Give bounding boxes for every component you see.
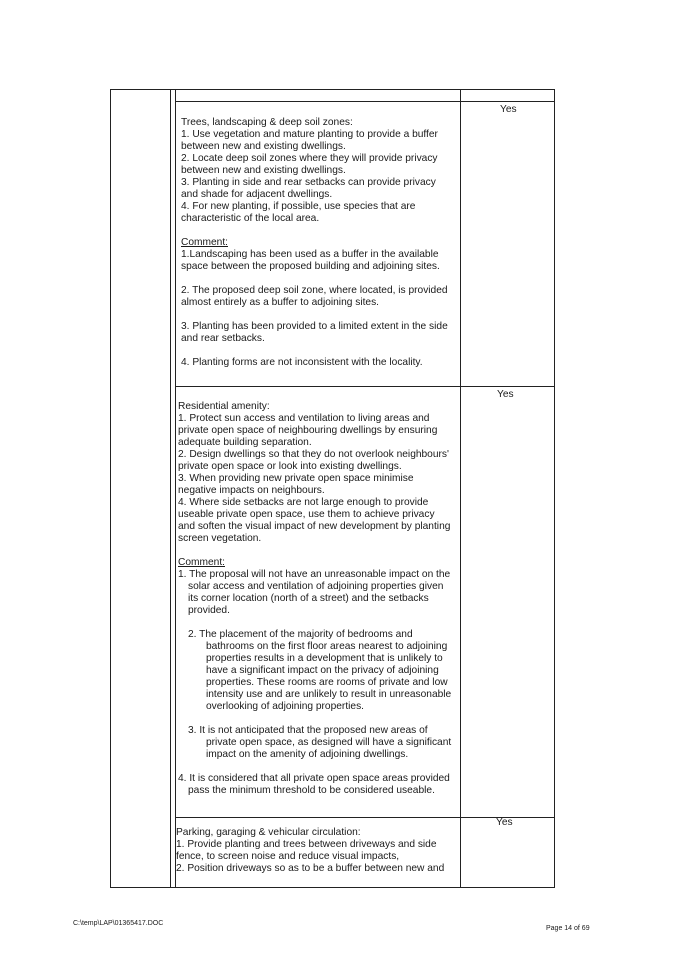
footer-file-path: C:\temp\LAP\01365417.DOC xyxy=(73,920,164,927)
control-item: 3. Planting in side and rear setbacks can provide privacy and shade for adjacent dwellings. xyxy=(181,177,436,200)
status-yes-2: Yes xyxy=(497,389,514,400)
comment-item: 3. Planting has been provided to a limited extent in the side and rear setbacks. xyxy=(181,321,448,344)
comment-item: 4. It is considered that all private open space areas provided pass the minimum threshold to be considered useable. xyxy=(178,773,450,796)
footer-page-number: Page 14 of 69 xyxy=(546,925,590,932)
section-heading: Parking, garaging & vehicular circulation: xyxy=(176,827,361,838)
control-item: 1. Provide planting and trees between driveways and side fence, to screen noise and reduce visual impacts, xyxy=(176,839,437,862)
comment-item: 4. Planting forms are not inconsistent with the locality. xyxy=(181,357,423,368)
control-item: 2. Position driveways so as to be a buffer between new and xyxy=(176,863,445,874)
column-divider-status xyxy=(460,89,461,888)
control-item: 2. Locate deep soil zones where they will provide privacy between new and existing dwellings. xyxy=(181,153,438,176)
row-divider-1 xyxy=(175,386,555,387)
status-yes-3: Yes xyxy=(496,817,513,828)
column-divider-inner xyxy=(175,89,176,888)
section-heading: Trees, landscaping & deep soil zones: xyxy=(181,117,353,128)
column-divider-left xyxy=(170,89,171,888)
control-item: 2. Design dwellings so that they do not overlook neighbours' private open space or look into existing dwellings. xyxy=(178,449,449,472)
status-yes-1: Yes xyxy=(500,104,517,115)
row-divider-top xyxy=(175,101,555,102)
control-item: 3. When providing new private open space minimise negative impacts on neighbours. xyxy=(178,473,414,496)
control-item: 4. For new planting, if possible, use species that are characteristic of the local area. xyxy=(181,201,416,224)
section-parking-garaging xyxy=(176,827,450,875)
control-item: 1. Protect sun access and ventilation to living areas and private open space of neighbouring dwellings by ensuring adequate building separation. xyxy=(178,413,438,448)
comment-label: Comment: xyxy=(178,557,225,568)
comment-label: Comment: xyxy=(181,237,228,248)
section-trees-landscaping xyxy=(181,117,455,369)
section-heading: Residential amenity: xyxy=(178,401,270,412)
control-item: 4. Where side setbacks are not large enough to provide useable private open space, use them to achieve privacy and soften the visual impact of new development by planting screen vegetation. xyxy=(178,497,451,544)
control-item: 1. Use vegetation and mature planting to provide a buffer between new and existing dwellings. xyxy=(181,129,438,152)
comment-item: 2. The placement of the majority of bedrooms and bathrooms on the first floor areas nearest to adjoining properties results in a development that is unlikely to have a significant impact on the privacy of adjoining properties. These rooms are rooms of private and low intensity use and are unlikely to result in unreasonable overlooking of adjoining properties. xyxy=(188,629,452,712)
comment-item: 1.Landscaping has been used as a buffer in the available space between the proposed building and adjoining sites. xyxy=(181,249,440,272)
comment-item: 2. The proposed deep soil zone, where located, is provided almost entirely as a buffer to adjoining sites. xyxy=(181,285,448,308)
comment-item: 1. The proposal will not have an unreasonable impact on the solar access and ventilation of adjoining properties given its corner location (north of a street) and the setbacks provided. xyxy=(178,569,451,616)
section-residential-amenity xyxy=(178,401,452,797)
comment-item: 3. It is not anticipated that the proposed new areas of private open space, as designed will have a significant impact on the amenity of adjoining dwellings. xyxy=(188,725,452,760)
